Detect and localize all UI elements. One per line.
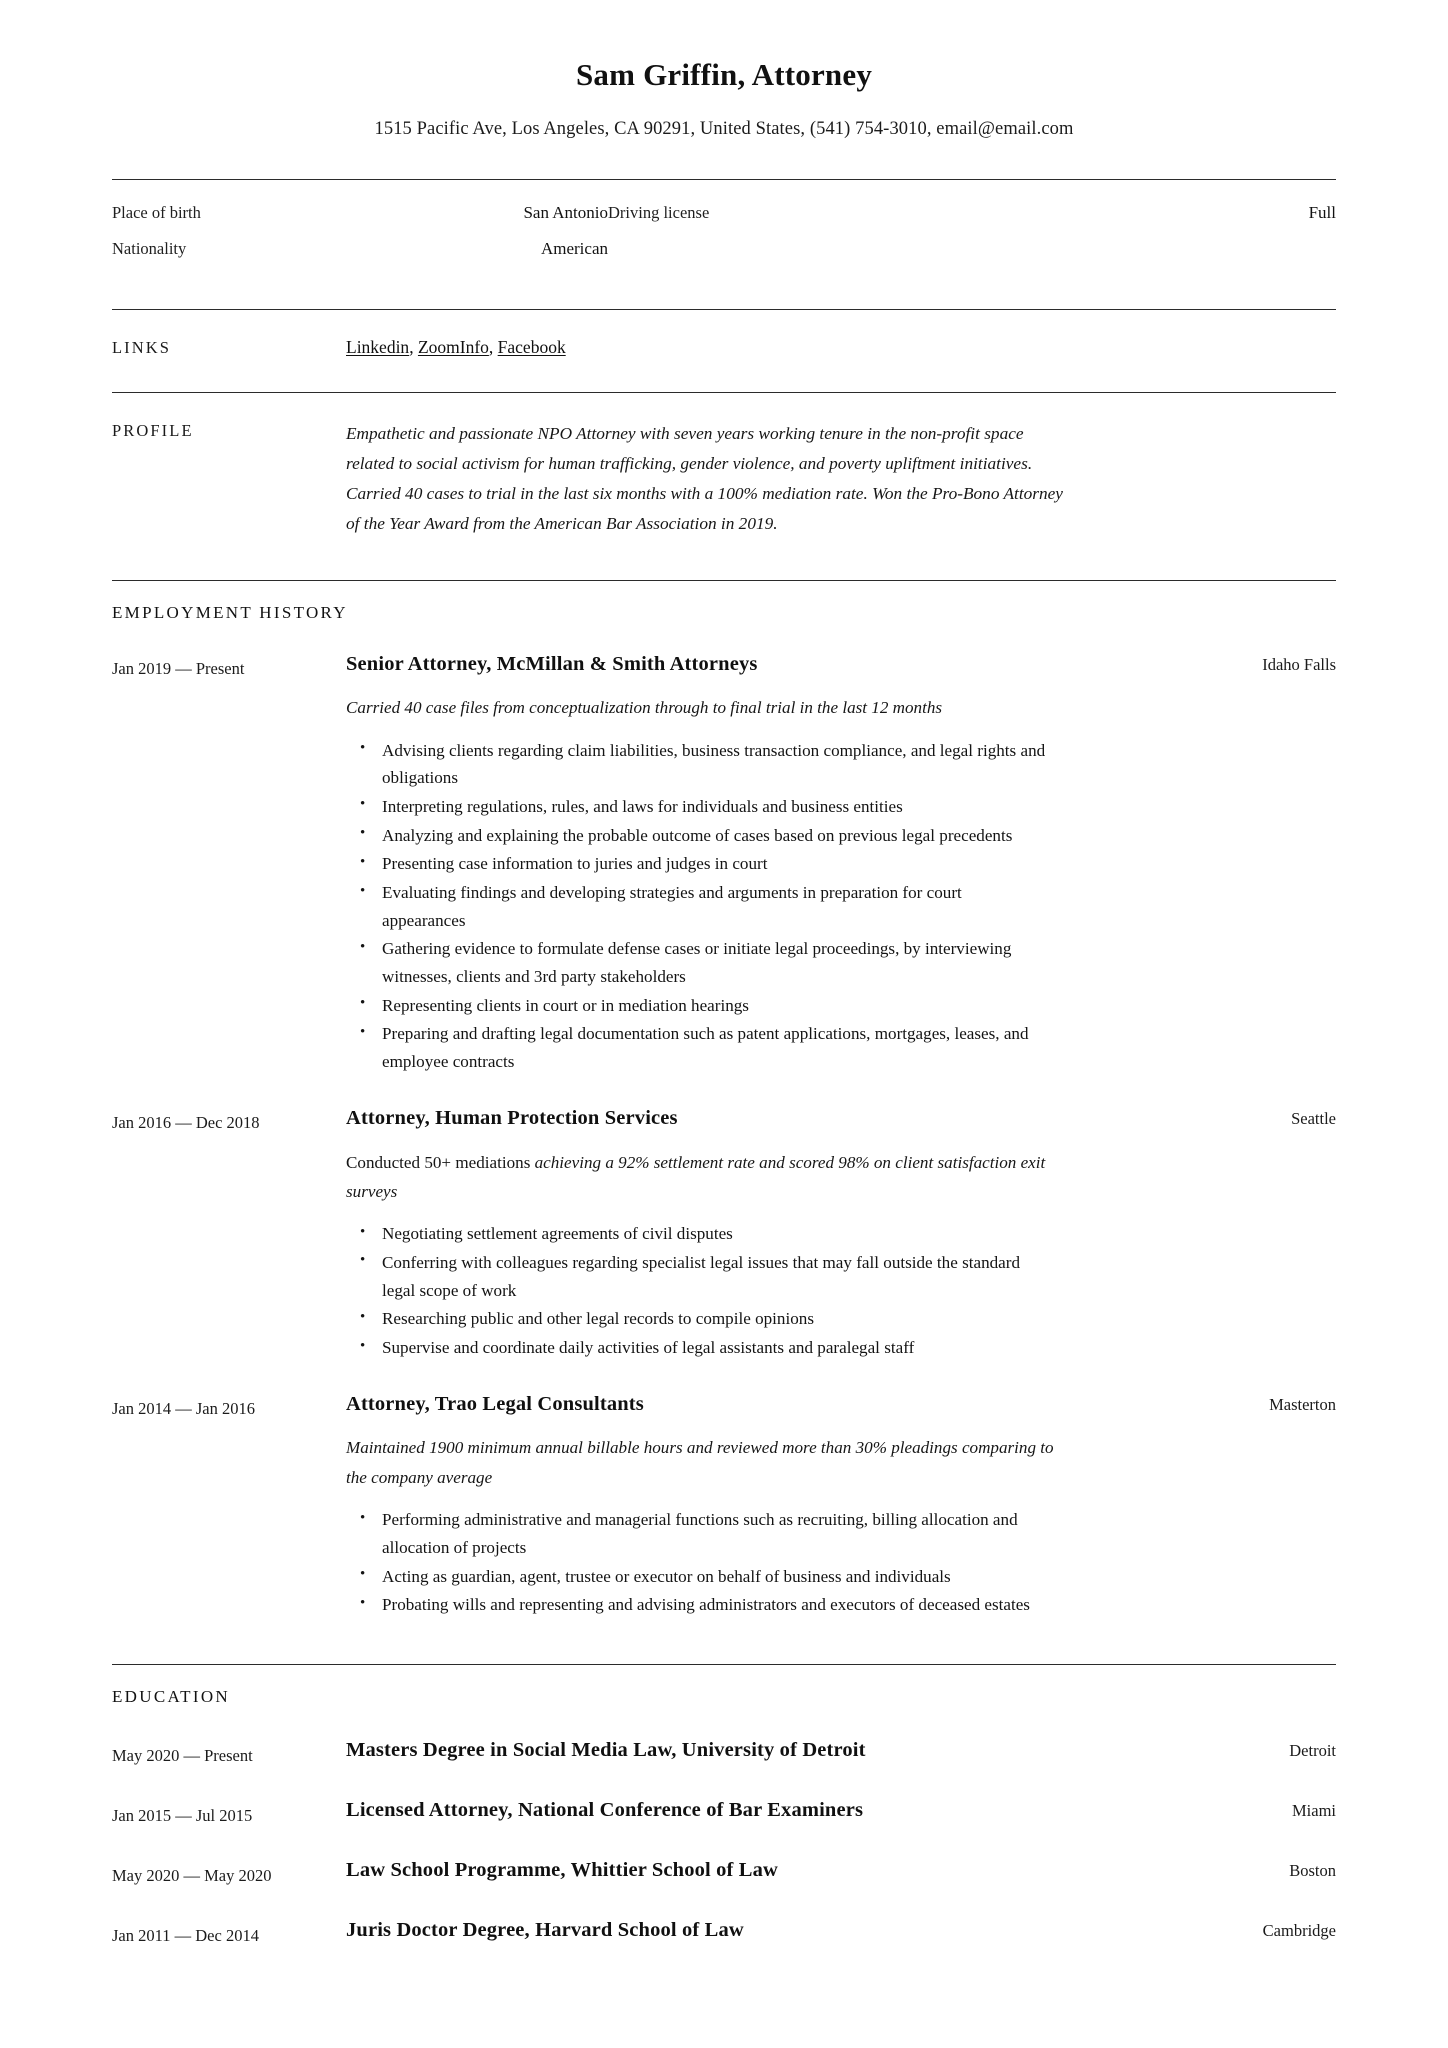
candidate-name: Sam Griffin, Attorney xyxy=(575,57,873,92)
education-entry xyxy=(112,1827,1336,1887)
contact-line: 1515 Pacific Ave, Los Angeles, CA 90291, United States, (541) 754-3010, email@email.com xyxy=(374,118,1074,139)
details-column-left xyxy=(112,203,608,275)
bullet-item: • Probating wills and representing and advising administrators and executors of deceased estates xyxy=(346,1591,1046,1619)
employment-list xyxy=(112,623,1336,1630)
bullet-item: • Interpreting regulations, rules, and laws for individuals and business entities xyxy=(346,793,1046,821)
link-linkedin[interactable]: Linkedin xyxy=(346,336,410,357)
bullet-item: • Conferring with colleagues regarding specialist legal issues that may fall outside the standard legal scope of work xyxy=(346,1249,1046,1304)
entry-bullets xyxy=(346,1220,1046,1361)
education-entry xyxy=(112,1707,1336,1767)
entry-body xyxy=(346,1737,1336,1767)
entry-summary xyxy=(346,1433,1064,1492)
entry-dates: Jan 2016 — Dec 2018 xyxy=(112,1112,260,1132)
entry-location: Boston xyxy=(1289,1861,1336,1881)
entry-dates: Jan 2011 — Dec 2014 xyxy=(112,1926,259,1946)
entry-dates: May 2020 — Present xyxy=(112,1745,253,1765)
entry-body xyxy=(346,1797,1336,1827)
entry-bullets xyxy=(346,737,1046,1076)
entry-headline xyxy=(346,651,1336,678)
entry-headline xyxy=(346,1857,1336,1884)
links-label: LINKS xyxy=(112,337,172,357)
entry-body xyxy=(346,651,1336,1077)
detail-value: Full xyxy=(1308,202,1336,222)
bullet-item: • Negotiating settlement agreements of civil disputes xyxy=(346,1220,1046,1248)
entry-location: Miami xyxy=(1292,1800,1336,1820)
entry-summary-italic: Carried 40 case files from conceptualization through to final trial in the last 12 months xyxy=(346,698,943,718)
entry-body xyxy=(346,1105,1336,1363)
bullet-item: • Advising clients regarding claim liabilities, business transaction compliance, and legal rights and obligations xyxy=(346,737,1046,792)
bullet-item: • Evaluating findings and developing strategies and arguments in preparation for court appearances xyxy=(346,879,1046,934)
education-entry xyxy=(112,1887,1336,1947)
entry-title: Masters Degree in Social Media Law, University of Detroit xyxy=(346,1738,866,1761)
entry-title: Attorney, Human Protection Services xyxy=(346,1106,678,1129)
bullet-item: • Analyzing and explaining the probable outcome of cases based on previous legal precedents xyxy=(346,822,1046,850)
links-list: Linkedin, ZoomInfo, Facebook xyxy=(346,336,566,357)
employment-heading: EMPLOYMENT HISTORY xyxy=(112,602,348,622)
bullet-item: • Acting as guardian, agent, trustee or executor on behalf of business and individuals xyxy=(346,1563,1046,1591)
entry-title: Juris Doctor Degree, Harvard School of Law xyxy=(346,1919,744,1942)
bullet-item: • Gathering evidence to formulate defense cases or initiate legal proceedings, by interviewing witnesses, clients and 3rd party stakeholders xyxy=(346,935,1046,990)
profile-section xyxy=(112,393,1336,543)
entry-body xyxy=(346,1857,1336,1887)
entry-summary-italic: achieving a 92% settlement rate and scored 98% on client satisfaction exit surveys xyxy=(346,1152,1046,1201)
entry-body xyxy=(346,1391,1336,1620)
entry-title: Licensed Attorney, National Conference of Bar Examiners xyxy=(346,1798,864,1821)
bullet-item: • Presenting case information to juries and judges in court xyxy=(346,850,1046,878)
entry-location: Seattle xyxy=(1291,1108,1336,1128)
entry-title: Attorney, Trao Legal Consultants xyxy=(346,1392,644,1415)
resume-header xyxy=(112,0,1336,143)
entry-dates: Jan 2015 — Jul 2015 xyxy=(112,1805,253,1825)
links-section xyxy=(112,310,1336,362)
entry-bullets xyxy=(346,1506,1046,1619)
entry-headline xyxy=(346,1917,1336,1944)
entry-headline xyxy=(346,1391,1336,1418)
education-entry xyxy=(112,1767,1336,1827)
detail-row xyxy=(112,239,608,259)
detail-value: San Antonio xyxy=(523,202,608,222)
detail-key: Place of birth xyxy=(112,202,201,222)
link-facebook[interactable]: Facebook xyxy=(497,336,566,357)
details-section xyxy=(112,180,1336,275)
detail-key: Nationality xyxy=(112,238,187,258)
entry-summary xyxy=(346,693,1064,722)
entry-dates: May 2020 — May 2020 xyxy=(112,1866,272,1886)
bullet-item: • Preparing and drafting legal documentation such as patent applications, mortgages, leases, and employee contracts xyxy=(346,1020,1046,1075)
education-heading: EDUCATION xyxy=(112,1686,230,1706)
profile-label: PROFILE xyxy=(112,420,194,440)
entry-headline xyxy=(346,1737,1336,1764)
entry-summary xyxy=(346,1148,1064,1207)
bullet-item: • Representing clients in court or in mediation hearings xyxy=(346,992,1046,1020)
entry-summary-roman: Conducted 50+ mediations xyxy=(346,1152,535,1172)
employment-entry xyxy=(112,1363,1336,1620)
profile-text: Empathetic and passionate NPO Attorney with seven years working tenure in the non-profit space related to social activism for human trafficking, gender violence, and poverty upliftment initiatives. Carried 40 cases to trial in the last six months with a 100% mediation rate. Won the Pro-Bono Attorney of the Year Award from the American Bar Association in 2019. xyxy=(346,423,1063,533)
details-column-right xyxy=(608,203,1336,275)
entry-headline xyxy=(346,1105,1336,1132)
entry-location: Idaho Falls xyxy=(1262,654,1336,674)
entry-dates: Jan 2014 — Jan 2016 xyxy=(112,1398,255,1418)
detail-row xyxy=(608,203,1336,223)
entry-title: Law School Programme, Whittier School of Law xyxy=(346,1859,778,1882)
entry-body xyxy=(346,1917,1336,1947)
detail-row xyxy=(112,203,608,223)
detail-key: Driving license xyxy=(608,202,710,222)
detail-value: American xyxy=(540,238,608,258)
entry-location: Cambridge xyxy=(1262,1921,1336,1941)
employment-entry xyxy=(112,1077,1336,1363)
entry-headline xyxy=(346,1797,1336,1824)
entry-title: Senior Attorney, McMillan & Smith Attorneys xyxy=(346,652,758,675)
bullet-item: • Performing administrative and managerial functions such as recruiting, billing allocation and allocation of projects xyxy=(346,1506,1046,1561)
entry-dates: Jan 2019 — Present xyxy=(112,658,245,678)
bullet-item: • Researching public and other legal records to compile opinions xyxy=(346,1305,1046,1333)
employment-entry xyxy=(112,623,1336,1077)
entry-summary-italic: Maintained 1900 minimum annual billable hours and reviewed more than 30% pleadings comparing to the company average xyxy=(346,1438,1054,1487)
entry-location: Detroit xyxy=(1289,1740,1336,1760)
entry-location: Masterton xyxy=(1269,1394,1336,1414)
link-zoominfo[interactable]: ZoomInfo xyxy=(417,336,489,357)
bullet-item: • Supervise and coordinate daily activities of legal assistants and paralegal staff xyxy=(346,1334,1046,1362)
education-list xyxy=(112,1707,1336,1987)
